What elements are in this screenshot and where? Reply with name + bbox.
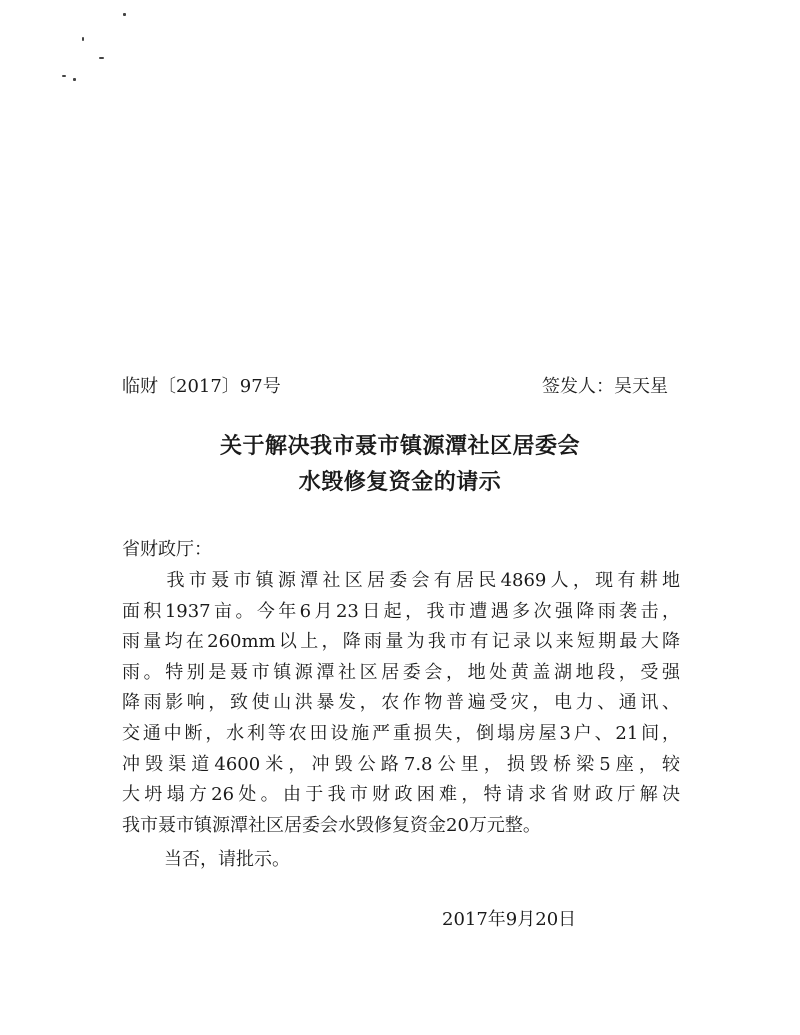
title-line-1: 关于解决我市聂市镇源潭社区居委会 [219,433,580,459]
body-line: 我市聂市镇源潭社区居委会有居民4869人，现有耕地 [122,570,680,591]
body-paragraph [122,566,680,841]
body-line: 面积1937亩。今年6月23日起，我市遭遇多次强降雨袭击， [122,600,680,622]
body-line: 交通中断，水利等农田设施严重损失，倒塌房屋3户、21间， [122,722,680,744]
scan-speck [82,37,84,41]
body-line: 冲毁渠道4600米，冲毁公路7.8公里，损毁桥梁5座，较 [122,753,680,775]
body-line: 雨量均在260mm以上，降雨量为我市有记录以来短期最大降 [122,631,680,653]
body-line: 雨。特别是聂市镇源潭社区居委会，地处黄盖湖地段，受强 [122,661,680,683]
body-line: 大坍塌方26处。由于我市财政困难，特请求省财政厅解决 [122,784,680,806]
signer-line: 签发人：吴天星 [542,376,668,397]
document-title [100,428,700,500]
body-line: 我市聂市镇源潭社区居委会水毁修复资金20万元整。 [122,814,541,836]
document-number: 临财〔2017〕97号 [122,376,281,397]
scan-speck [123,13,126,16]
document-date: 2017年9月20日 [442,909,577,930]
document-header [122,373,668,401]
salutation: 省财政厅： [122,539,212,560]
scan-speck [99,57,104,59]
scan-speck [73,78,76,81]
scan-speck [62,75,66,77]
title-line-2: 水毁修复资金的请示 [298,469,502,495]
body-line: 降雨影响，致使山洪暴发，农作物普遍受灾，电力、通讯、 [122,692,680,714]
closing-request: 当否，请批示。 [164,849,290,870]
